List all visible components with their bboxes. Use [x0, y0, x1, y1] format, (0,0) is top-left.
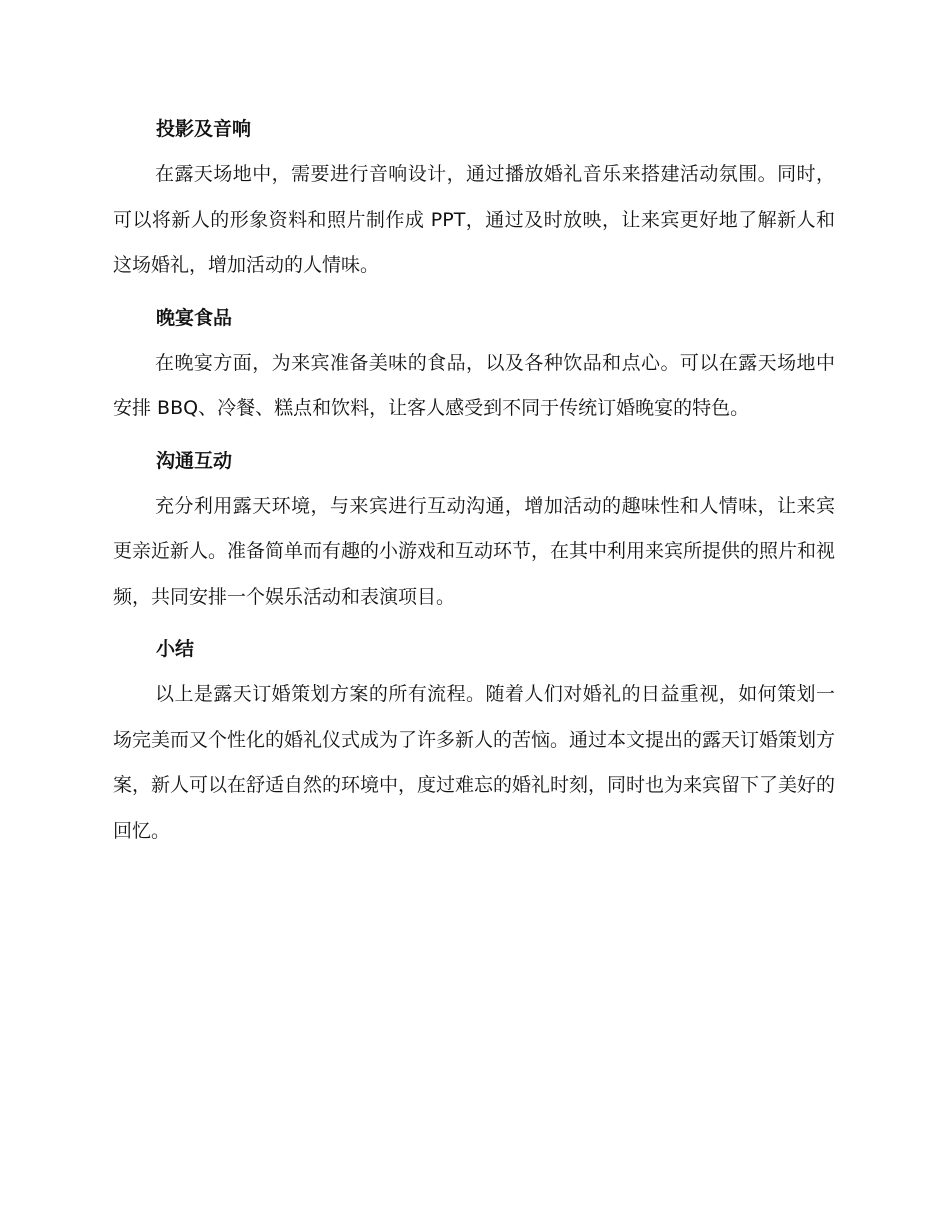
section-heading: 晚宴食品	[156, 306, 233, 329]
section-heading: 投影及音响	[156, 118, 252, 140]
section-dinner-food	[113, 295, 835, 432]
document-page	[113, 106, 835, 854]
section-paragraph: 以上是露天订婚策划方案的所有流程。随着人们对婚礼的日益重视，如何策划一场完美而又个性化的婚礼仪式成为了许多新人的苦恼。通过本文提出的露天订婚策划方案，新人可以在舒适自然的环境中，度过难忘的婚礼时刻，同时也为来宾留下了美好的回忆。	[113, 683, 836, 842]
section-paragraph: 在露天场地中，需要进行音响设计，通过播放婚礼音乐来搭建活动氛围。同时，可以将新人的形象资料和照片制作成 PPT，通过及时放映，让来宾更好地了解新人和这场婚礼，增加活动的人情味。	[113, 163, 835, 276]
section-heading: 沟通互动	[156, 449, 233, 472]
section-projection-audio	[113, 106, 835, 289]
section-heading: 小结	[156, 638, 195, 660]
section-summary	[113, 626, 835, 854]
section-interaction	[113, 438, 835, 621]
section-paragraph: 在晚宴方面，为来宾准备美味的食品，以及各种饮品和点心。可以在露天场地中安排 BBQ、冷餐、糕点和饮料，让客人感受到不同于传统订婚晚宴的特色。	[113, 351, 835, 419]
section-paragraph: 充分利用露天环境，与来宾进行互动沟通，增加活动的趣味性和人情味，让来宾更亲近新人。准备简单而有趣的小游戏和互动环节，在其中利用来宾所提供的照片和视频，共同安排一个娱乐活动和表演项目。	[113, 494, 836, 608]
